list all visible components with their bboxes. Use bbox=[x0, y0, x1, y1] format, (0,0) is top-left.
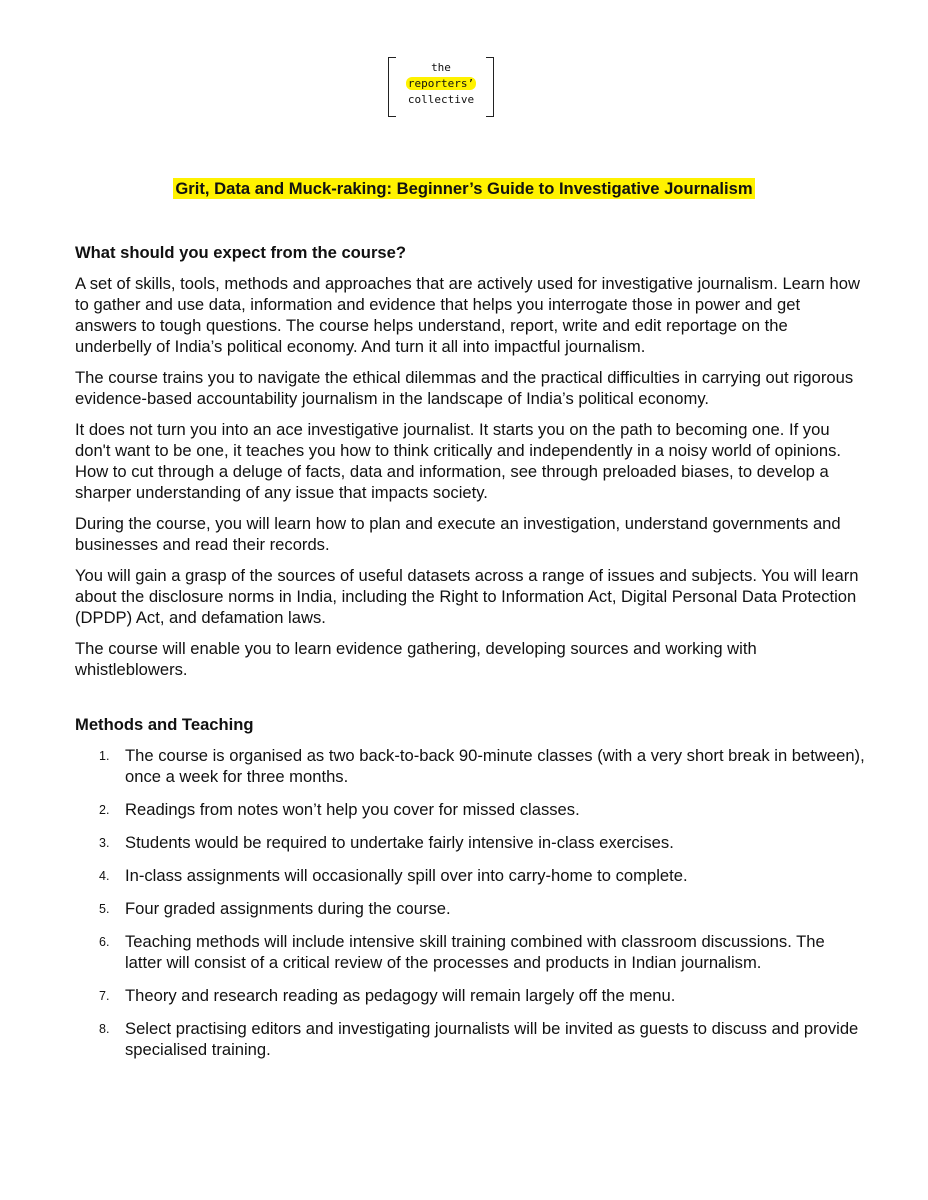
list-item-text: Select practising editors and investigating journalists will be invited as guests to discuss and provide specialised training. bbox=[125, 1019, 859, 1059]
list-item bbox=[75, 865, 865, 886]
list-item bbox=[75, 745, 865, 787]
list-item bbox=[75, 898, 865, 919]
list-item-number: 5. bbox=[99, 902, 110, 916]
list-item-number: 1. bbox=[99, 749, 110, 763]
list-item bbox=[75, 931, 865, 973]
list-item-text: Theory and research reading as pedagogy will remain largely off the menu. bbox=[125, 986, 676, 1005]
list-item bbox=[75, 1018, 865, 1060]
list-item-number: 4. bbox=[99, 869, 110, 883]
section-heading-expectations: What should you expect from the course? bbox=[75, 243, 406, 262]
paragraph: You will gain a grasp of the sources of useful datasets across a range of issues and subjects. You will learn about the disclosure norms in India, including the Right to Information Act, Digital Personal Data Protection (DPDP) Act, and defamation laws. bbox=[75, 566, 859, 627]
list-item bbox=[75, 799, 865, 820]
list-item-text: Teaching methods will include intensive skill training combined with classroom discussions. The latter will consist of a critical review of the processes and products in Indian journalism. bbox=[125, 932, 825, 972]
section-heading-methods: Methods and Teaching bbox=[75, 715, 254, 734]
document-title-block bbox=[0, 178, 928, 200]
list-item-number: 7. bbox=[99, 989, 110, 1003]
logo bbox=[388, 57, 494, 115]
list-item-text: Four graded assignments during the course. bbox=[125, 899, 451, 918]
list-item bbox=[75, 832, 865, 853]
logo-line-2: reporters’ bbox=[407, 77, 475, 90]
list-item bbox=[75, 985, 865, 1006]
paragraph: During the course, you will learn how to plan and execute an investigation, understand governments and businesses and read their records. bbox=[75, 514, 841, 554]
paragraph: The course will enable you to learn evidence gathering, developing sources and working with whistleblowers. bbox=[75, 639, 757, 679]
logo-line-3: collective bbox=[407, 93, 475, 106]
logo-line-1: the bbox=[431, 61, 451, 74]
list-item-text: Students would be required to undertake fairly intensive in-class exercises. bbox=[125, 833, 674, 852]
document-body bbox=[75, 242, 865, 1072]
paragraph: A set of skills, tools, methods and approaches that are actively used for investigative journalism. Learn how to gather and use data, information and evidence that helps you interrogate those in power and get answers to tough questions. The course helps understand, report, write and edit reportage on the underbelly of India’s political economy. And turn it all into impactful journalism. bbox=[75, 274, 860, 356]
list-item-number: 8. bbox=[99, 1022, 110, 1036]
list-item-text: Readings from notes won’t help you cover for missed classes. bbox=[125, 800, 580, 819]
list-item-number: 3. bbox=[99, 836, 110, 850]
methods-list bbox=[75, 745, 865, 1060]
list-item-number: 2. bbox=[99, 803, 110, 817]
list-item-text: In-class assignments will occasionally spill over into carry-home to complete. bbox=[125, 866, 688, 885]
list-item-text: The course is organised as two back-to-back 90-minute classes (with a very short break in between), once a week for three months. bbox=[125, 746, 865, 786]
logo-text bbox=[388, 60, 494, 108]
list-item-number: 6. bbox=[99, 935, 110, 949]
document-title: Grit, Data and Muck-raking: Beginner’s Guide to Investigative Journalism bbox=[175, 179, 753, 198]
paragraph: The course trains you to navigate the ethical dilemmas and the practical difficulties in carrying out rigorous evidence-based accountability journalism in the landscape of India’s political economy. bbox=[75, 368, 854, 408]
paragraph: It does not turn you into an ace investigative journalist. It starts you on the path to becoming one. If you don't want to be one, it teaches you how to think critically and independently in a noisy world of opinions. How to cut through a deluge of facts, data and information, see through preloaded biases, to develop a sharper understanding of any issue that impacts society. bbox=[75, 420, 842, 502]
